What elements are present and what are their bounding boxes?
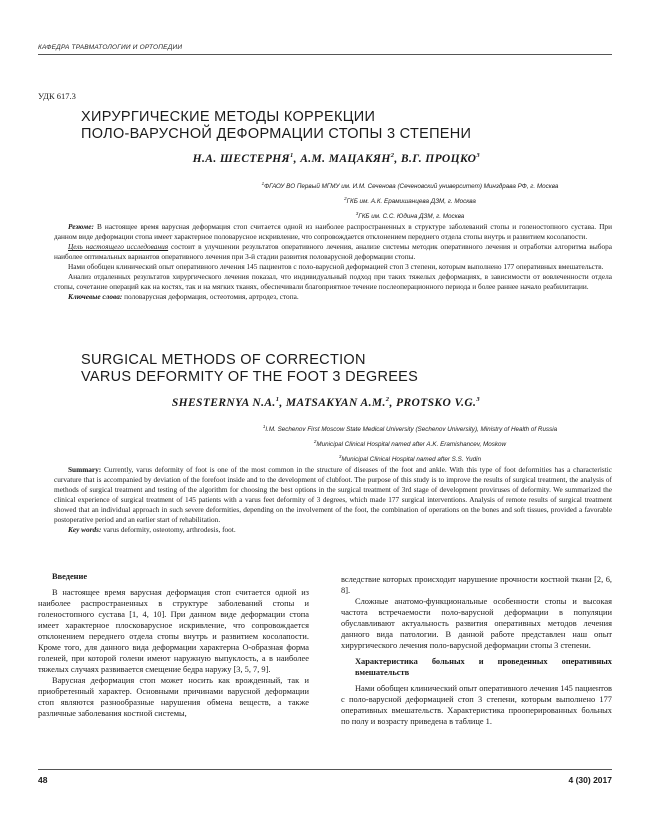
en-authors: SHESTERNYA N.A.$^1$, MATSAKYAN A.M.$^2$, PROTSKO V.G.$^3$	[171, 396, 480, 409]
affiliation	[170, 178, 650, 193]
affiliation-sup: 3	[355, 211, 359, 217]
abstract-text: В настоящее время варусная деформация стоп считается одной из наиболее распространенных в структуре заболеваний стопы и голеностопного сустава. При данном виде деформации стопа имеет характерное половарусное искривление, что сопровождается отклонением переднего отдела стопы внутрь и развитием косолапости.	[54, 222, 612, 241]
author-sup: 2	[390, 152, 395, 159]
affiliation-sup: 1	[261, 181, 265, 186]
author-name: SHESTERNYA N.A.	[171, 396, 276, 409]
aim-text: состоит в улучшении результатов оперативного лечения, анализе системы методик оперативного лечения и отработки алгоритма выбора наиболее оптимальных вариантов оперативного лечения при 3-й стадии развития половарусной деформации стопы.	[54, 242, 613, 261]
footer-rule	[38, 769, 612, 770]
author-sup: 2	[385, 396, 390, 403]
abstract-text: Анализ отдаленных результатов хирургического лечения показал, что индивидуальный подход при таких тяжелых деформациях, в зависимости от вовлеченности отдела стопы, сочетание операций как на костях, так и на мягких тканях, обеспечивали благоприятное течение послеоперационного периода и более раннее начало реабилитации.	[54, 272, 612, 291]
ru-abstract	[54, 222, 612, 302]
author-name: PROTSKO V.G.	[396, 396, 477, 409]
body-paragraph: Сложные анатомо-функциональные особенности стопы и высокая частота встречаемости поло-варусной деформации в популяции обуславливают актуальность развития оперативных методов лечения данного вида патологии. В данной работе представлен наш опыт хирургического лечения поло-варусной деформации стопы 3 степени.	[341, 597, 612, 650]
affiliation	[170, 436, 650, 451]
summary-label: Summary:	[68, 465, 102, 474]
author-name: А.М. МАЦАКЯН	[300, 152, 391, 165]
keywords-line	[54, 292, 612, 302]
summary-text: Currently, varus deformity of foot is one of the most common in the structure of diseases of the foot and ankle. With this type of foot deformities has a characteristic curvature that is accompanied by deviation of the forefoot inside and to the development of clubfoot. The purpose of this study is to improve the results of surgical treatment, the analysis of methods of surgical treatment and testing of the algorithm for choosing the best options in the surgical treatment of 3rd stage of development proviruses of deformity. We summarized the clinical experience of surgical treatment of 145 patients with a varus feet deformity of 3 degrees, which made 177 surgical interventions. Analysis of remote results of surgical treatment showed that an individual approach in such severe deformities, depending on the involvement of the foot, the combination of operations on the bones and soft tissues, provided a favorable postoperative period and an earlier start of rehabilitation.	[54, 465, 612, 524]
author-name: Н.А. ШЕСТЕРНЯ	[192, 152, 290, 165]
body-paragraph: Варусная деформация стоп может носить как врожденный, так и приобретенный характер. Основными причинами варусной деформации стоп являются разнообразные нарушения обмена веществ, а также различные заболевания костной системы,	[38, 676, 309, 718]
keywords-text: половарусная деформация, остеотомия, артродез, стопа.	[124, 292, 299, 301]
en-title-line-2: VARUS DEFORMITY OF THE FOOT 3 DEGREES	[81, 369, 419, 385]
abstract-paragraph	[54, 222, 612, 242]
en-affiliations	[0, 421, 650, 466]
affiliation-sup: 3	[338, 454, 342, 460]
body-paragraph: Нами обобщен клинический опыт оперативного лечения 145 пациентов с поло-варусной деформацией стоп 3 степени, которым выполнено 177 оперативных вмешательств. Характеристика прооперированных больных по полу и возрасту приведена в таблице 1.	[341, 684, 612, 726]
abstract-paragraph	[54, 272, 612, 292]
affiliation-text: ГКБ им. С.С. Юдина ДЗМ, г. Москва	[358, 213, 465, 221]
ru-title-line-2: ПОЛО-ВАРУСНОЙ ДЕФОРМАЦИИ СТОПЫ 3 СТЕПЕНИ	[81, 126, 472, 142]
ru-title-line-1: ХИРУРГИЧЕСКИЕ МЕТОДЫ КОРРЕКЦИИ	[81, 109, 376, 125]
author-sup: 1	[275, 396, 280, 403]
header-rule	[38, 54, 612, 55]
page-number: 48	[38, 775, 48, 785]
affiliation-text: Municipal Clinical Hospital named after A.K. Eramishancev, Moskow	[316, 441, 507, 449]
author-name: MATSAKYAN A.M.	[285, 396, 386, 409]
issue-number: 4 (30) 2017	[568, 775, 612, 785]
body-paragraph: В настоящее время варусная деформация стоп считается одной из наиболее распространенных в структуре заболеваний стопы и голеностопного сустава [1, 4, 10]. При данном виде деформации стопа имеет характерное плосковарусное искривление, что сопровождается отклонением переднего отдела стопы внутрь и развитием косолапости. Кроме того, для данного вида деформации характерна О-образная форма голеней, при которой голени имеют наружную выпуклость, а в наиболее тяжелых случаях развивается смещение бедра наружу [3, 5, 7, 9].	[38, 588, 309, 674]
en-title-line-1: SURGICAL METHODS OF CORRECTION	[81, 352, 366, 368]
affiliation	[170, 193, 650, 208]
abstract-paragraph	[54, 242, 612, 262]
author-sup: 3	[476, 396, 480, 403]
affiliation-text: ГКБ им. А.К. Ерамишанцева ДЗМ, г. Москва	[346, 198, 476, 206]
author-name: В.Г. ПРОЦКО	[400, 152, 477, 165]
udk-code: УДК 617.3	[38, 91, 76, 101]
affiliation-text: ФГАОУ ВО Первый МГМУ им. И.М. Сеченова (Сеченовский университет) Минздрава РФ, г. Москва	[264, 183, 559, 191]
affiliation-sup: 2	[313, 439, 317, 445]
affiliation-sup: 1	[262, 424, 266, 429]
affiliation	[170, 421, 650, 436]
keywords-label: Ключевые слова:	[68, 292, 123, 301]
body-left-column	[38, 571, 309, 719]
body-right-column	[341, 574, 612, 727]
keywords-line	[54, 525, 612, 535]
section-heading-patients: Характеристика больных и проведенных оперативных вмешательств	[355, 657, 612, 677]
ru-authors: Н.А. ШЕСТЕРНЯ$^1$, А.М. МАЦАКЯН$^2$, В.Г. ПРОЦКО$^3$	[192, 152, 480, 165]
affiliation-text: Municipal Clinical Hospital named after S.S. Yudin	[341, 456, 482, 464]
author-sup: 3	[476, 152, 480, 159]
section-heading-introduction: Введение	[52, 572, 88, 581]
affiliation-sup: 2	[344, 196, 347, 202]
abstract-paragraph	[54, 262, 612, 272]
author-sup: 1	[289, 152, 294, 159]
keywords-text: varus deformity, osteotomy, arthrodesis, foot.	[103, 525, 236, 534]
summary-paragraph	[54, 465, 612, 525]
abstract-label: Резюме:	[68, 222, 94, 231]
affiliation-text: I.M. Sechenov First Moscow State Medical University (Sechenov University), Ministry of Health of Russia	[265, 426, 558, 434]
en-summary	[54, 465, 612, 535]
keywords-label: Key words:	[68, 525, 102, 534]
body-paragraph: вследствие которых происходит нарушение прочности костной ткани [2, 6, 8].	[341, 575, 612, 595]
department-header: КАФЕДРА ТРАВМАТОЛОГИИ И ОРТОПЕДИИ	[38, 44, 183, 51]
ru-affiliations	[0, 178, 650, 223]
aim-label: Цель настоящего исследования	[68, 242, 169, 251]
abstract-text: Нами обобщен клинический опыт оперативного лечения 145 пациентов с полo-варусной деформацией стоп 3 степени, которым выполнено 177 оперативных вмешательств.	[68, 262, 604, 271]
